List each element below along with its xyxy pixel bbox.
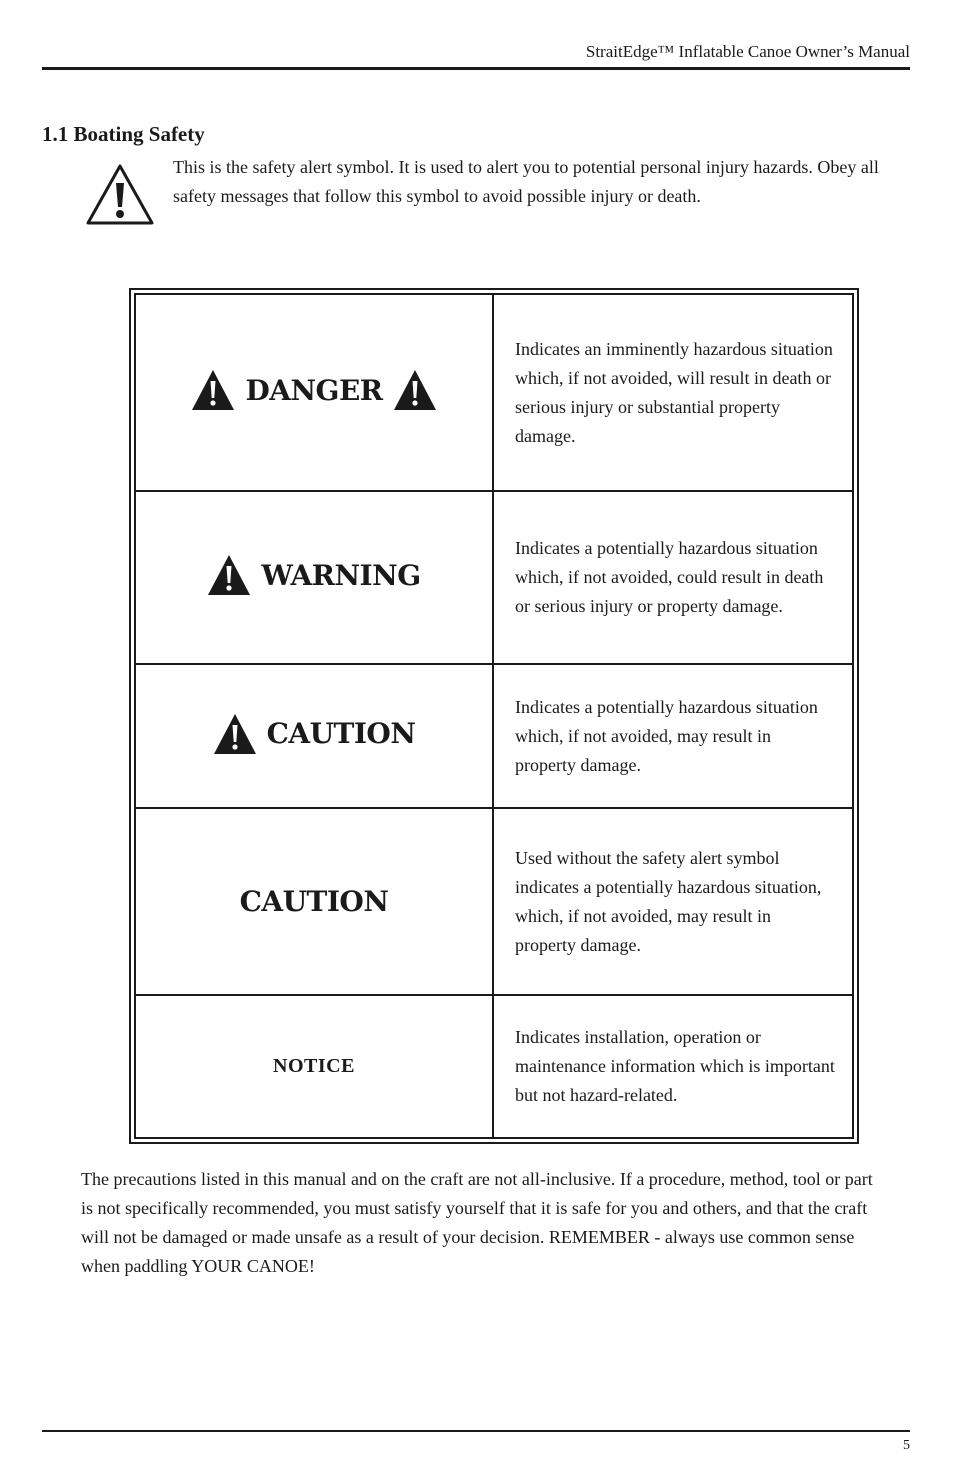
notice-label-cell (135, 995, 493, 1138)
warning-signal (207, 554, 420, 596)
danger-word: DANGER (245, 373, 383, 407)
page-number: 5 (903, 1438, 910, 1453)
running-header: StraitEdge™ Inflatable Canoe Owner’s Manual (585, 42, 910, 61)
header-divider (42, 67, 910, 70)
warning-triangle-icon (393, 369, 437, 411)
safety-alert-triangle-icon (85, 163, 155, 227)
notice-description: Indicates installation, operation or maintenance information which is important but not hazard-related. (493, 995, 853, 1138)
warning-label-cell (135, 491, 493, 664)
signal-word-grid (134, 293, 854, 1139)
safety-alert-intro: This is the safety alert symbol. It is used to alert you to potential personal injury hazards. Obey all safety messages that follow this symbol to avoid possible injury or death. (173, 157, 879, 206)
table-row-caution-alert (135, 664, 853, 808)
danger-description: Indicates an imminently hazardous situation which, if not avoided, will result in death or serious injury or substantial property damage. (493, 294, 853, 491)
precautions-paragraph: The precautions listed in this manual and on the craft are not all-inclusive. If a procedure, method, tool or part is not specifically recommended, you must satisfy yourself that it is safe for you and others, and that the craft will not be damaged or made unsafe as a result of your decision. REMEMBER - always use common sense when paddling YOUR CANOE! (81, 1169, 873, 1276)
warning-word: WARNING (261, 558, 421, 592)
signal-word-table (129, 288, 859, 1144)
danger-label-cell (135, 294, 493, 491)
warning-description: Indicates a potentially hazardous situation which, if not avoided, could result in death or serious injury or property damage. (493, 491, 853, 664)
caution-description: Used without the safety alert symbol indicates a potentially hazardous situation, which, if not avoided, may result in property damage. (493, 808, 853, 995)
table-row-warning (135, 491, 853, 664)
warning-triangle-icon (191, 369, 235, 411)
table-row-caution (135, 808, 853, 995)
caution-alert-label-cell (135, 664, 493, 808)
notice-word: NOTICE (273, 1055, 355, 1077)
section-heading: 1.1 Boating Safety (42, 122, 205, 146)
danger-signal (191, 369, 436, 411)
table-row-danger (135, 294, 853, 491)
caution-alert-description: Indicates a potentially hazardous situation which, if not avoided, may result in property damage. (493, 664, 853, 808)
warning-triangle-icon (207, 554, 251, 596)
footer-divider (42, 1430, 910, 1432)
caution-label-cell (135, 808, 493, 995)
caution-signal (240, 885, 389, 918)
warning-triangle-icon (213, 713, 257, 755)
caution-alert-signal (213, 713, 416, 755)
caution-alert-word: CAUTION (266, 717, 416, 750)
table-row-notice (135, 995, 853, 1138)
caution-word: CAUTION (239, 885, 389, 918)
